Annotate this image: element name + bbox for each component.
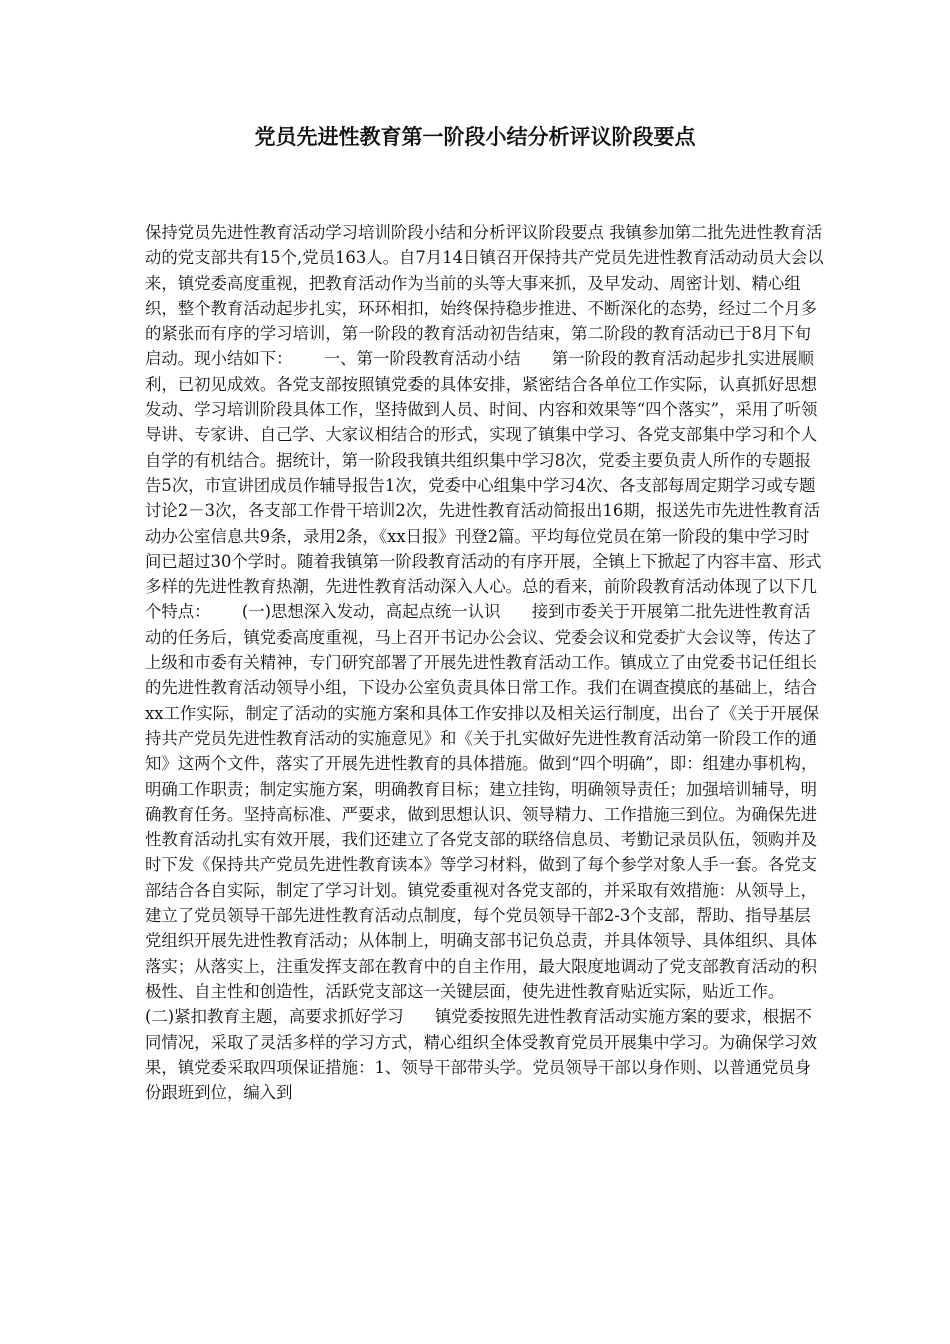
document-body-text: 保持党员先进性教育活动学习培训阶段小结和分析评议阶段要点 我镇参加第二批先进性教育活动的党支部共有15个,党员163人。自7月14日镇召开保持共产党员先进性教育活动动员大会以来，镇党委高度重视，把教育活动作为当前的头等大事来抓，及早发动、周密计划、精心组织，整个教育活动起步扎实，环环相扣，始终保持稳步推进、不断深化的态势，经过二个月多的紧张而有序的学习培训，第一阶段的教育活动初告结束，第二阶段的教育活动已于8月下旬启动。现小结如下： 一、第一阶段教育活动小结 第一阶段的教育活动起步扎实进展顺利，已初见成效。各党支部按照镇党委的具体安排，紧密结合各单位工作实际，认真抓好思想发动、学习培训阶段具体工作，坚持做到人员、时间、内容和效果等“四个落实”，采用了听领导讲、专家讲、自己学、大家议相结合的形式，实现了镇集中学习、各党支部集中学习和个人自学的有机结合。据统计，第一阶段我镇共组织集中学习8次，党委主要负责人所作的专题报告5次，市宣讲团成员作辅导报告1次，党委中心组集中学习4次、各支部每周定期学习或专题讨论2－3次，各支部工作骨干培训2次，先进性教育活动简报出16期，报送先市先进性教育活动办公室信息共9条，录用2条，《xx日报》刊登2篇。平均每位党员在第一阶段的集中学习时间已超过30个学时。随着我镇第一阶段教育活动的有序开展，全镇上下掀起了内容丰富、形式多样的先进性教育热潮，先进性教育活动深入人心。总的看来，前阶段教育活动体现了以下几个特点： (一)思想深入发动，高起点统一认识 接到市委关于开展第二批先进性教育活动的任务后，镇党委高度重视，马上召开书记办公会议、党委会议和党委扩大会议等，传达了上级和市委有关精神，专门研究部署了开展先进性教育活动工作。镇成立了由党委书记任组长的先进性教育活动领导小组，下设办公室负责具体日常工作。我们在调查摸底的基础上，结合xx工作实际，制定了活动的实施方案和具体工作安排以及相关运行制度，出台了《关于开展保持共产党员先进性教育活动的实施意见》和《关于扎实做好先进性教育活动第一阶段工作的通知》这两个文件，落实了开展先进性教育的具体措施。做到“四个明确”，即：组建办事机构，明确工作职责；制定实施方案，明确教育目标；建立挂钩，明确领导责任；加强培训辅导，明确教育任务。坚持高标准、严要求，做到思想认识、领导精力、工作措施三到位。为确保先进性教育活动扎实有效开展，我们还建立了各党支部的联络信息员、考勤记录员队伍，领购并及时下发《保持共产党员先进性教育读本》等学习材料，做到了每个参学对象人手一套。各党支部结合各自实际，制定了学习计划。镇党委重视对各党支部的，并采取有效措施：从领导上，建立了党员领导干部先进性教育活动点制度，每个党员领导干部2-3个支部，帮助、指导基层党组织开展先进性教育活动；从体制上，明确支部书记负总责，并具体领导、具体组织、具体落实；从落实上，注重发挥支部在教育中的自主作用，最大限度地调动了党支部教育活动的积极性、自主性和创造性，活跃党支部这一关键层面，使先进性教育贴近实际，贴近工作。 (二)紧扣教育主题，高要求抓好学习 镇党委按照先进性教育活动实施方案的要求，根据不同情况，采取了灵活多样的学习方式，精心组织全体受教育党员开展集中学习。为确保学习效果，镇党委采取四项保证措施：1、领导干部带头学。党员领导干部以身作则、以普通党员身份跟班到位，编入到 bbox=[145, 223, 824, 1103]
document-title: 党员先进性教育第一阶段小结分析评议阶段要点 bbox=[254, 125, 696, 149]
